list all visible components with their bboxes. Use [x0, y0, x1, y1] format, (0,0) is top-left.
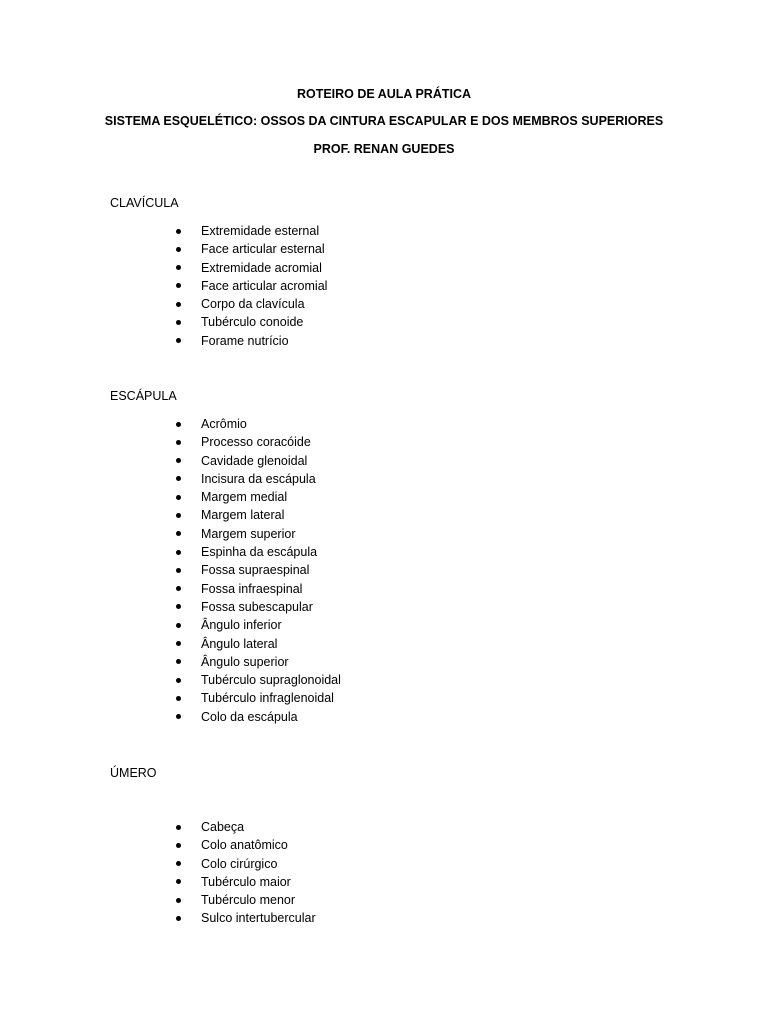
bullet-icon	[176, 320, 181, 325]
document-subtitle: SISTEMA ESQUELÉTICO: OSSOS DA CINTURA ESCAPULAR E DOS MEMBROS SUPERIORES	[104, 114, 664, 128]
document-title: ROTEIRO DE AULA PRÁTICA	[296, 87, 472, 101]
bullet-icon	[176, 604, 181, 609]
bullet-icon	[176, 843, 181, 848]
bullet-icon	[176, 568, 181, 573]
document-author: PROF. RENAN GUEDES	[313, 142, 455, 156]
bullet-icon	[176, 825, 181, 830]
bullet-icon	[176, 476, 181, 481]
bullet-icon	[176, 440, 181, 445]
bullet-icon	[176, 659, 181, 664]
bullet-icon	[176, 495, 181, 500]
bullet-icon	[176, 861, 181, 866]
bullet-icon	[176, 302, 181, 307]
bullet-icon	[176, 422, 181, 427]
bullet-icon	[176, 283, 181, 288]
bullet-icon	[176, 714, 181, 719]
bullet-icon	[176, 531, 181, 536]
bullet-icon	[176, 678, 181, 683]
bullet-icon	[176, 513, 181, 518]
bullet-icon	[176, 265, 181, 270]
bullet-icon	[176, 879, 181, 884]
section-title-clavicula: CLAVÍCULA	[110, 196, 179, 210]
bullet-icon	[176, 458, 181, 463]
section-title-escapula: ESCÁPULA	[110, 389, 177, 403]
bullet-icon	[176, 641, 181, 646]
bullet-icon	[176, 623, 181, 628]
bullet-icon	[176, 696, 181, 701]
bullet-icon	[176, 338, 181, 343]
bullet-icon	[176, 229, 181, 234]
bullet-icon	[176, 550, 181, 555]
bullet-icon	[176, 247, 181, 252]
bullet-icon	[176, 586, 181, 591]
section-title-umero: ÚMERO	[110, 766, 157, 780]
document-page: ROTEIRO DE AULA PRÁTICA SISTEMA ESQUELÉTICO: OSSOS DA CINTURA ESCAPULAR E DOS MEMBROS SUPERIORES PROF. RENAN GUEDES CLAVÍCULA Extremidade esternal Face articular esternal Extremidade acromial Face articular acromial Corpo da clavícula Tubérculo conoide Forame nutrício ESCÁPULA Acrômio Processo coracóide Cavidade glenoidal Incisura da escápula Margem medial Margem lateral Margem superior Espinha da escápula Fossa supraespinal Fossa infraespinal Fossa subescapular Ângulo inferior Ângulo lateral Ângulo superior Tubérculo supraglonoidal Tubérculo infraglenoidal Colo da escápula ÚMERO Cabeça Colo anatômico Colo cirúrgico Tubérculo maior Tubérculo menor Sulco intertubercular	[0, 0, 768, 1024]
bullet-icon	[176, 916, 181, 921]
bullet-icon	[176, 898, 181, 903]
